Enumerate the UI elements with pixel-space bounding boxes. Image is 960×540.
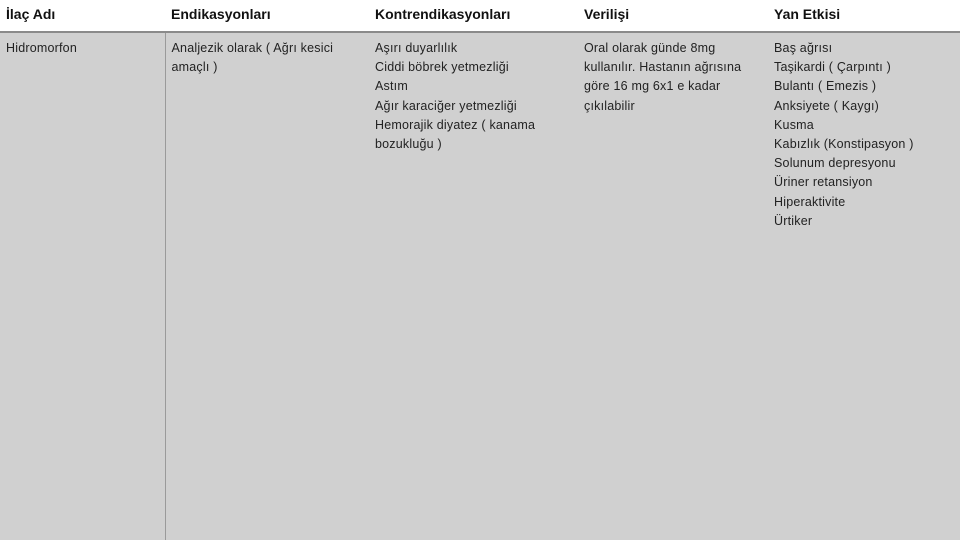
cell-indications	[165, 32, 369, 540]
contraindication-line: Ciddi böbrek yetmezliği	[375, 60, 509, 75]
contraindication-line: Hemorajik diyatez ( kanama	[375, 117, 536, 132]
contraindication-line: Astım	[375, 79, 408, 94]
side-effect-line: Kabızlık (Konstipasyon )	[774, 137, 914, 152]
indication-line: amaçlı )	[171, 60, 218, 75]
drug-name-text: Hidromorfon	[6, 41, 77, 55]
side-effect-line: Baş ağrısı	[774, 41, 833, 55]
side-effect-line: Hiperaktivite	[774, 194, 846, 209]
header-contraindications: Kontrendikasyonları	[369, 0, 578, 32]
table-row	[0, 32, 960, 540]
side-effect-line: Kusma	[774, 117, 814, 132]
side-effect-line: Solunum depresyonu	[774, 156, 896, 171]
side-effect-line: Anksiyete ( Kaygı)	[774, 98, 880, 113]
header-drug-name: İlaç Adı	[0, 0, 165, 32]
cell-drug-name	[0, 32, 165, 540]
table-body	[0, 32, 960, 540]
side-effect-line: Üriner retansiyon	[774, 175, 873, 190]
header-administration: Verilişi	[578, 0, 768, 32]
cell-contraindications	[369, 32, 578, 540]
side-effect-line: Ürtiker	[774, 213, 813, 228]
header-side-effects: Yan Etkisi	[768, 0, 960, 32]
contraindication-line: Aşırı duyarlılık	[375, 41, 458, 55]
administration-line: çıkılabilir	[584, 98, 635, 113]
indication-line: Analjezik olarak ( Ağrı kesici	[171, 41, 334, 55]
header-indications: Endikasyonları	[165, 0, 369, 32]
cell-administration	[578, 32, 768, 540]
header-row	[0, 0, 960, 32]
administration-line: Oral olarak günde 8mg	[584, 41, 716, 55]
cell-side-effects	[768, 32, 960, 540]
administration-line: kullanılır. Hastanın ağrısına	[584, 60, 742, 75]
table-header	[0, 0, 960, 32]
side-effect-line: Taşikardi ( Çarpıntı )	[774, 60, 891, 75]
side-effect-line: Bulantı ( Emezis )	[774, 79, 877, 94]
contraindication-line: bozukluğu )	[375, 137, 442, 152]
administration-line: göre 16 mg 6x1 e kadar	[584, 79, 721, 94]
contraindication-line: Ağır karaciğer yetmezliği	[375, 98, 517, 113]
